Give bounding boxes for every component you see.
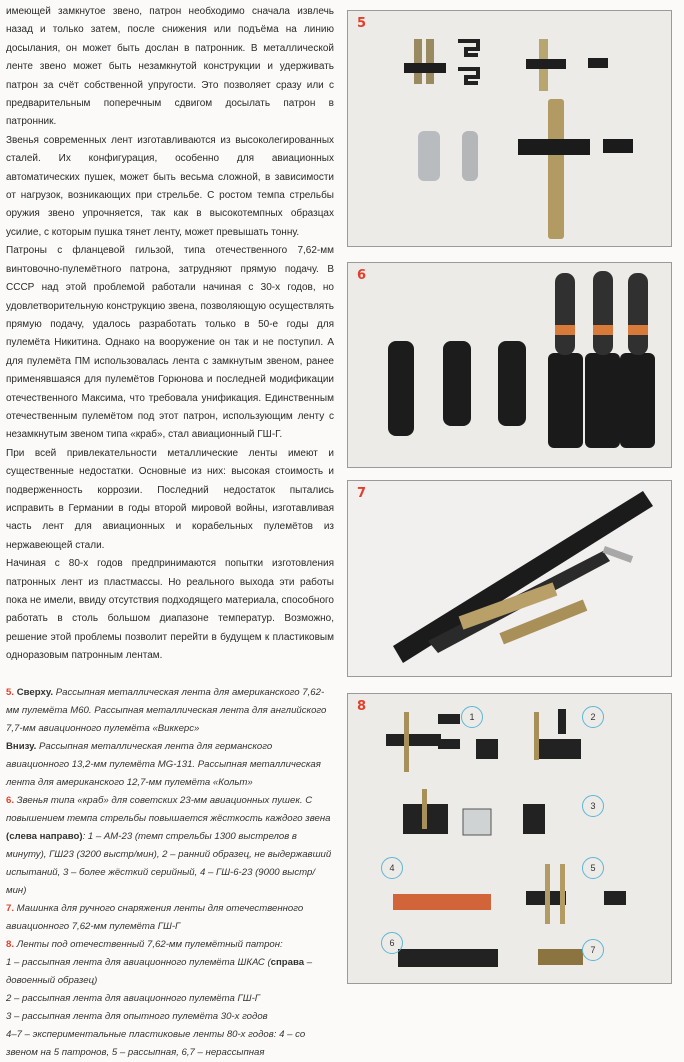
caption-text: Ленты под отечественный 7,62-мм пулемётный патрон: [14,938,283,950]
caption-number: 7. [6,902,15,914]
caption-8-item: 2 – рассыпная лента для авиационного пулемёта ГШ-Г [6,992,260,1004]
caption-text: Рассыпная металлическая лента для американского 7,62-мм пулемёта М60. Рассыпная металлическая лента для английского 7,7-мм авиационного пулемёта «Виккерс» [6,686,327,734]
photo-5-ammo-belt-links [347,10,672,247]
caption-8-item [6,954,332,990]
caption-text: Звенья типа «краб» для советских 23-мм авиационных пушек. С повышением темпа стрельбы повышается жёсткость каждого звена [6,794,331,824]
caption-number: 8. [6,938,15,950]
caption-text: : 1 – АМ-23 (темп стрельбы 1300 выстрелов в минуту), ГШ23 (3200 выстр/мин), 2 – ранний образец, не выдержавший испытаний, 3 – более жёсткий серийный, 4 – ГШ-6-23 (9000 выстр/мин) [6,830,332,896]
figure-number: 5 [357,16,367,31]
caption-text: – довоенный образец) [6,956,313,986]
paragraph: При всей привлекательности металлические ленты имеют и существенные недостатки. Основные из них: высокая стоимость и подверженность коррозии. Последний недостаток пытались исправить в Германии в годы второй мировой войны, изготавливая часть лент для авиационных и корабельных пулемётов из нержавеющей стали. [6,447,334,551]
paragraph: Звенья современных лент изготавливаются из высоколегированных сталей. Их конфигурация, особенно для авиационных автоматических пушек, может быть весьма сложной, в зависимости от нагрузок, возникающих при стрельбе. С ростом темпа стрельбы оружия звено упрочняется, так как в высокотемпных образцах усилие, с которым пушка тянет ленту, может превышать тонну. [6,134,334,238]
caption-number: 6. [6,794,15,806]
caption-8 [6,936,332,954]
article-body [6,3,334,666]
marker-6: 6 [381,932,403,954]
caption-6 [6,792,332,900]
ammo-links-illustration [348,11,671,246]
photo-6-crab-links [347,262,672,468]
caption-5 [6,684,332,738]
figure-number: 7 [357,486,367,501]
figure-number: 8 [357,699,367,714]
caption-label: (слева направо) [6,830,83,842]
figure-captions [6,684,332,1062]
caption-number: 5. [6,686,15,698]
marker-7: 7 [582,939,604,961]
caption-label: Сверху. [16,686,54,698]
caption-8-item: 4–7 – экспериментальные пластиковые ленты 80-х годов: 4 – со звеном на 5 патронов, 5 – рассыпная, 6,7 – нерассыпная [6,1028,306,1058]
photo-8-762-belts [347,693,672,984]
paragraph: Начиная с 80-х годов предпринимаются попытки изготовления патронных лент из пластмассы. Но реального выхода эти работы пока не имели, ввиду отсутствия подходящего материала, способного работать в столь большом диапазоне температур. Возможно, решение этой проблемы позволит перейти в будущем к пластиковым одноразовым патронным лентам. [6,558,334,662]
caption-5-bottom [6,738,332,792]
photo-7-belt-loading-machine [347,480,672,677]
caption-7 [6,900,332,936]
loading-machine-illustration [348,481,671,676]
caption-text: 1 – рассыпная лента для авиационного пулемёта ШКАС ( [6,956,271,968]
paragraph: Патроны с фланцевой гильзой, типа отечественного 7,62-мм винтовочно-пулемётного патрона, затрудняют прямую подачу. В СССР над этой проблемой работали начиная с 30-х годов, но удовлетворительную конструкцию звена, позволяющую осуществлять прямую подачу, удалось разработать только в 50-е годы для пулемёта Никитина. Однако на вооружение он так и не поступил. А для пулемёта ПМ использовалась лента с замкнутым звеном, ранее применявшаяся для пулемётов Горюнова и последней модификации отечественного Максима, что требовала унификация. Единственным отечественным пулемётом под этот патрон, использующим ленту с незамкнутым звеном типа «краб», стал авиационный ГШ-Г. [6,245,334,441]
marker-4: 4 [381,857,403,879]
marker-5: 5 [582,857,604,879]
marker-2: 2 [582,706,604,728]
figure-number: 6 [357,268,367,283]
caption-text: Машинка для ручного снаряжения ленты для отечественного авиационного 7,62-мм пулемёта ГШ-Г [6,902,304,932]
crab-links-illustration [348,263,671,467]
caption-text: Рассыпная металлическая лента для германского авиационного 13,2-мм пулемёта MG-131. Рассыпная металлическая лента для американского 12,7-мм пулемёта «Кольт» [6,740,321,788]
caption-8-item: 3 – рассыпная лента для опытного пулемёта 30-х годов [6,1010,268,1022]
paragraph: имеющей замкнутое звено, патрон необходимо сначала извлечь назад и только затем, после снижения или подъёма на линию досылания, он может быть дослан в патронник. В металлической ленте звено может быть незамкнутой конструкции и удерживать патрон за счёт собственной упругости. Это позволяет сразу или с предварительным поперечным сдвигом досылать патрон в патронник. [6,6,334,128]
marker-1: 1 [461,706,483,728]
caption-label: справа [270,956,305,968]
caption-label: Внизу. [6,740,37,752]
marker-3: 3 [582,795,604,817]
left-column [6,3,334,1062]
